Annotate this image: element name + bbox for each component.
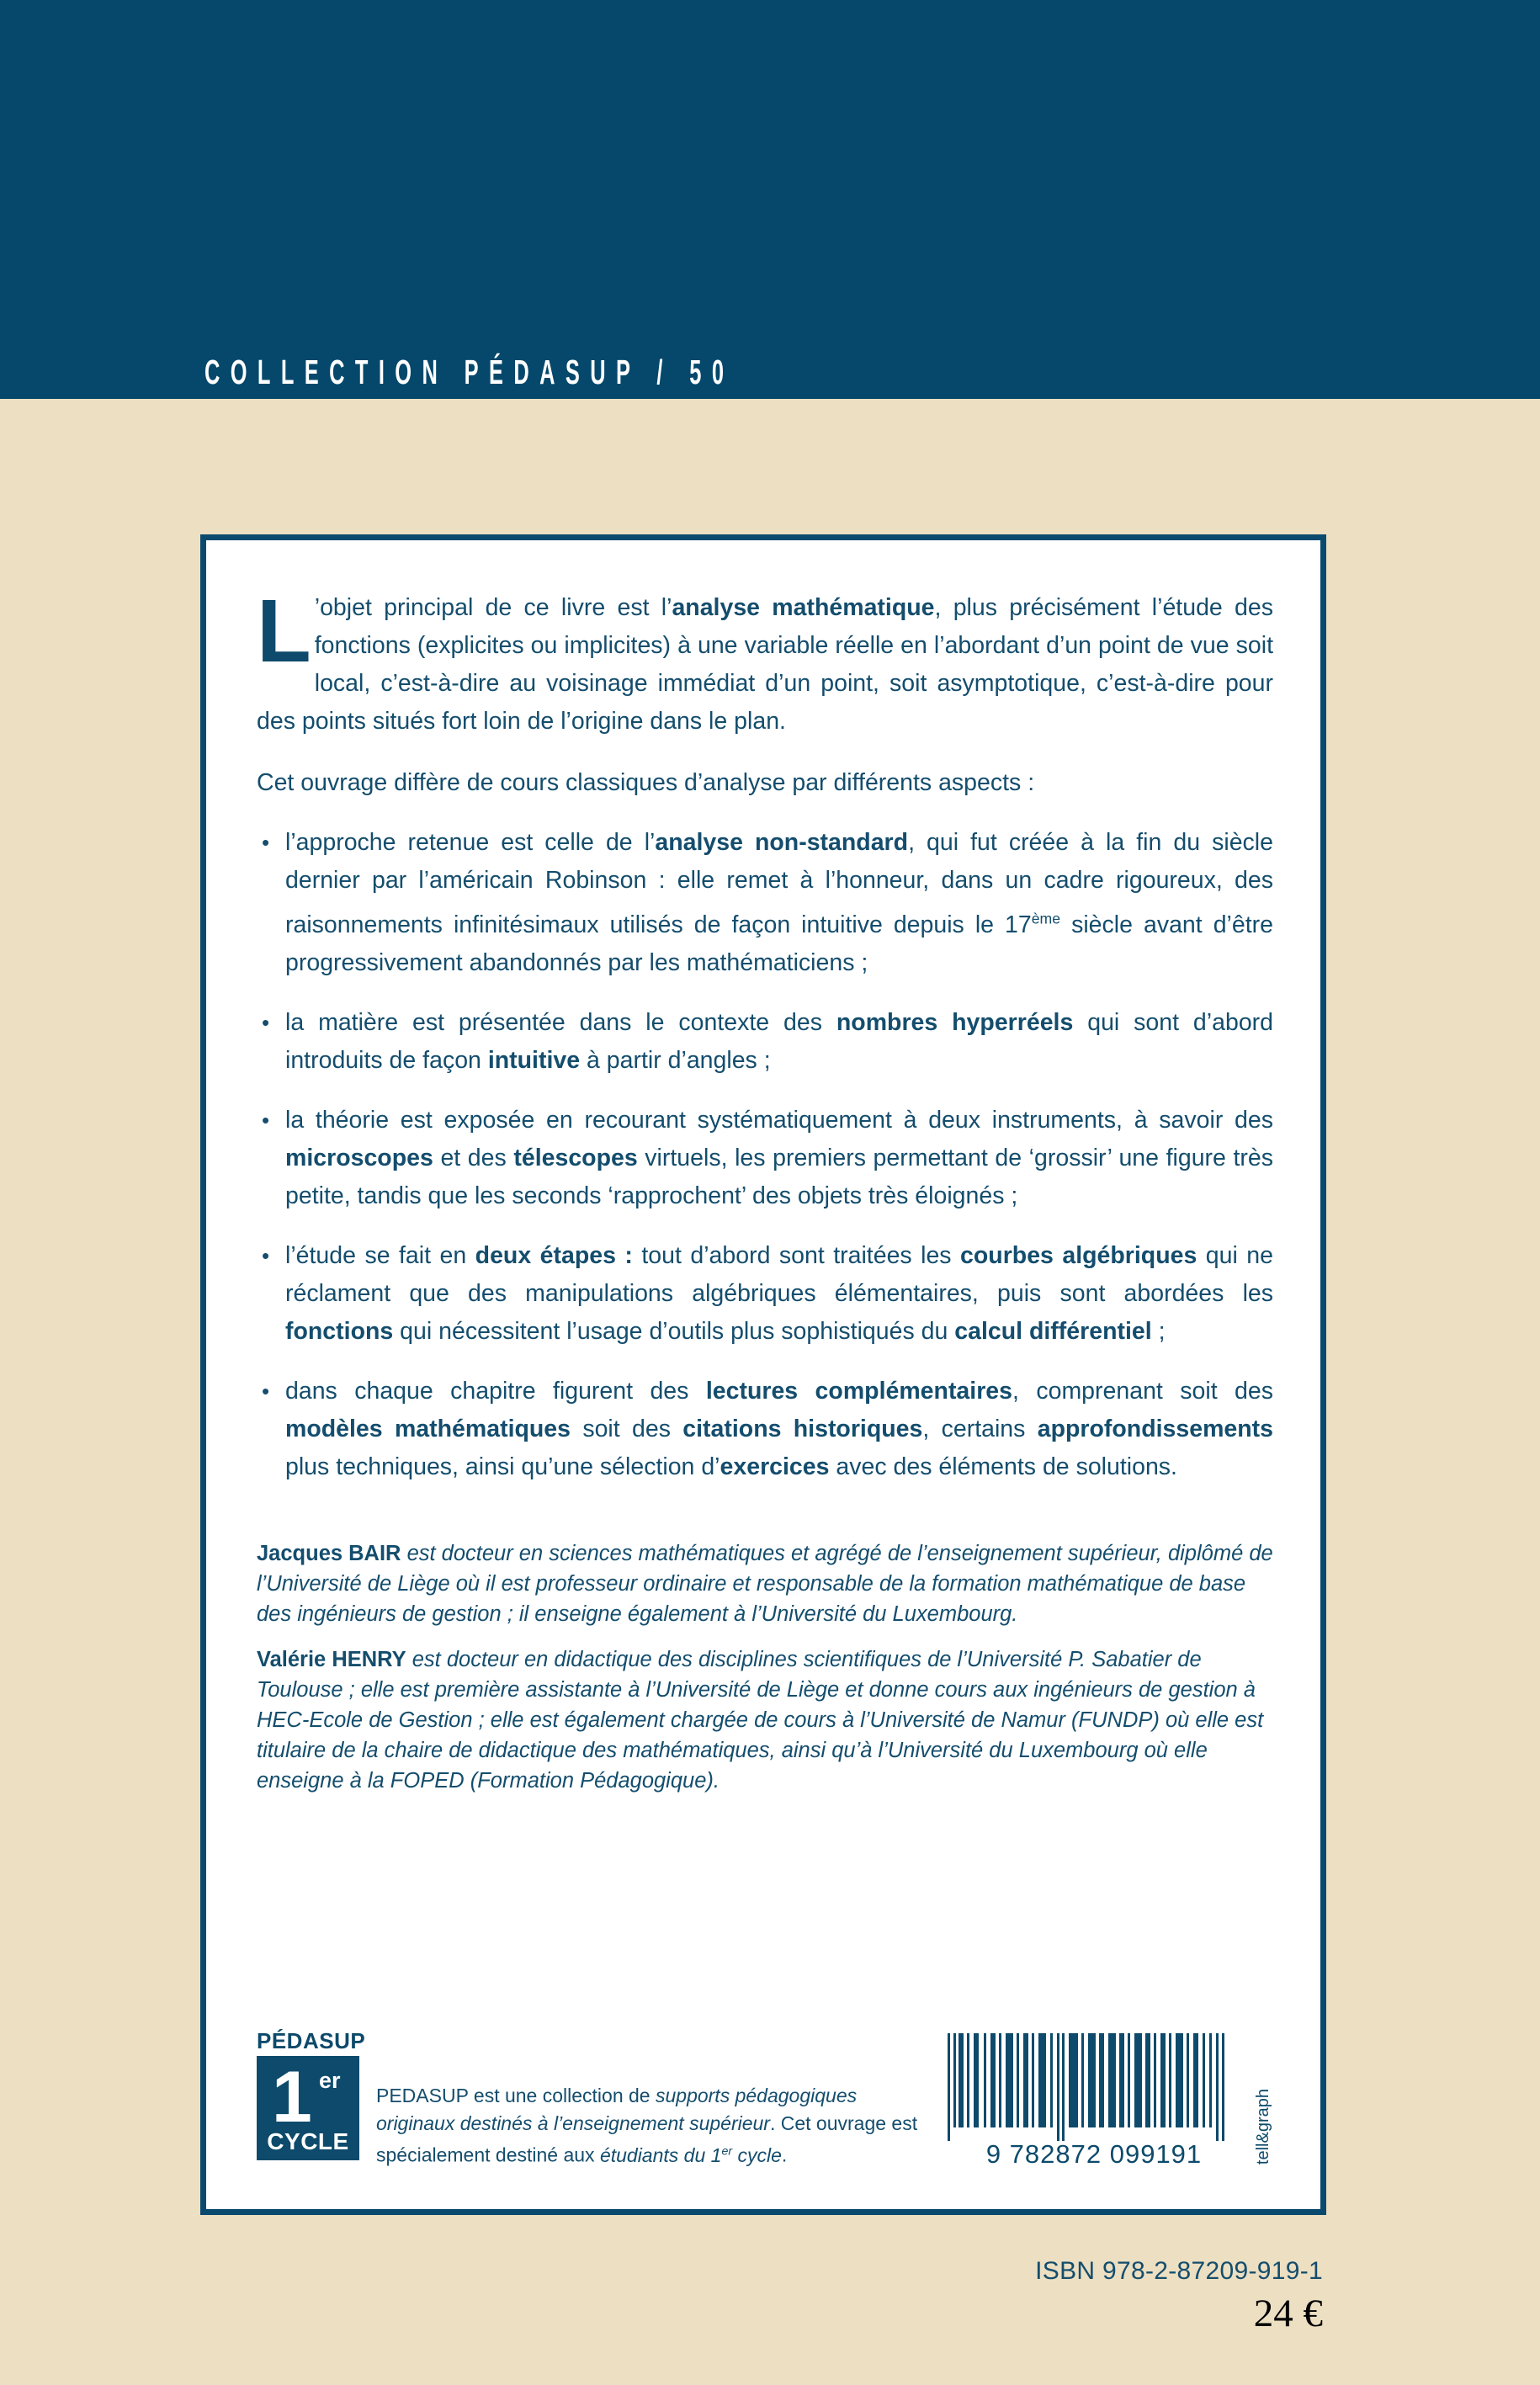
price-text: 24 € [1253, 2292, 1323, 2335]
list-item [257, 824, 1273, 982]
list-item [257, 1102, 1273, 1215]
list-item [257, 1004, 1273, 1080]
top-navy-band [0, 0, 1540, 399]
pedasup-logo-wordmark: PÉDASUP [257, 2028, 366, 2053]
bullet-glyph: • [262, 1009, 270, 1035]
author-name: Valérie HENRY [257, 1647, 406, 1671]
pedasup-logo-ordinal: er [319, 2068, 341, 2093]
bullet-glyph: • [262, 830, 270, 855]
panel-bottom-row [257, 2028, 1273, 2170]
bullet-glyph: • [262, 1107, 270, 1133]
collection-line: COLLECTION PÉDASUP / 50 [204, 353, 735, 391]
list-item-text: l’approche retenue est celle de l’analyse non-standard, qui fut créée à la fin du siècle dernier par l’américain Robinson : elle remet à l’honneur, dans un cadre rigoureux, des raisonnements infinitésimaux utilisés de façon intuitive depuis le 17ème siècle avant d’être progressivement abandonnés par les mathématiciens ; [285, 829, 1273, 976]
pedasup-logo-number: 1 [272, 2057, 312, 2138]
list-item [257, 1237, 1273, 1351]
isbn-text: ISBN 978-2-87209-919-1 [1035, 2257, 1323, 2285]
aspects-list [257, 824, 1273, 1486]
content-panel [200, 534, 1326, 2215]
blurb-text [257, 582, 1274, 1486]
pedasup-collection-note: PEDASUP est une collection de supports pédagogiques originaux destinés à l’enseignement supérieur. Cet ouvrage est spécialement destiné aux étudiants du 1er cycle. [376, 2085, 918, 2166]
list-item-text: la théorie est exposée en recourant systématiquement à deux instruments, à savoir des microscopes et des télescopes virtuels, les premiers permettant de ‘grossir’ une figure très petite, tandis que les seconds ‘rapprochent’ des objets très éloignés ; [285, 1106, 1273, 1209]
pedasup-logo [257, 2028, 366, 2160]
barcode-digits: 9 782872 099191 [985, 2139, 1203, 2169]
footer [734, 2257, 1323, 2336]
list-item-text: la matière est présentée dans le contexte des nombres hyperréels qui sont d’abord introduits de façon intuitive à partir d’angles ; [285, 1008, 1274, 1074]
author-bio-text: est docteur en didactique des disciplines scientifiques de l’Université P. Sabatier de Toulouse ; elle est première assistante à l’Université de Liège et donne cours aux ingénieurs de gestion à HEC-Ecole de Gestion ; elle est également chargée de cours à l’Université de Namur (FUNDP) où elle est titulaire de la chaire de didactique des mathématiques, ainsi qu’à l’Université du Luxembourg où elle enseigne à la FOPED (Formation Pédagogique). [257, 1647, 1264, 1793]
author-bio [257, 1644, 1273, 1796]
panel-inner [257, 582, 1274, 2209]
author-name: Jacques BAIR [257, 1541, 401, 1565]
drop-cap: L [257, 582, 311, 681]
author-bios [257, 1538, 1273, 1796]
list-item-text: l’étude se fait en deux étapes : tout d’abord sont traitées les courbes algébriques qui ne réclament que des manipulations algébriques élémentaires, puis sont abordées les fonctions qui nécessitent l’usage d’outils plus sophistiqués du calcul différentiel ; [285, 1241, 1273, 1345]
bullet-glyph: • [262, 1242, 270, 1268]
author-bio [257, 1538, 1273, 1629]
intro-paragraph-text: ’objet principal de ce livre est l’analyse mathématique, plus précisément l’étude des fonctions (explicites ou implicites) à une variable réelle en l’abordant d’un point de vue soit local, c’est-à-dire au voisinage immédiat d’un point, soit asymptotique, c’est-à-dire pour des points situés fort loin de l’origine dans le plan. [257, 594, 1273, 735]
pedasup-logo-cycle-label: CYCLE [267, 2128, 349, 2154]
barcode-area [946, 2033, 1273, 2170]
author-bio-text: est docteur en sciences mathématiques et agrégé de l’enseignement supérieur, diplômé de l’Université de Liège où il est professeur ordinaire et responsable de la formation mathématique de base des ingénieurs de gestion ; il enseigne également à l’Université du Luxembourg. [257, 1541, 1273, 1626]
bullet-glyph: • [262, 1378, 270, 1404]
list-item-text: dans chaque chapitre figurent des lectures complémentaires, comprenant soit des modèles mathématiques soit des citations historiques, certains approfondissements plus techniques, ainsi qu’une sélection d’exercices avec des éléments de solutions. [285, 1377, 1274, 1480]
intro-paragraph [257, 582, 1273, 741]
barcode-icon [946, 2033, 1242, 2170]
aspects-lead-in: Cet ouvrage diffère de cours classiques d’analyse par différents aspects : [257, 769, 1035, 796]
list-item [257, 1373, 1273, 1486]
pedasup-logo-badge [257, 2056, 359, 2160]
printer-mark: tell&graph [1254, 2089, 1272, 2165]
